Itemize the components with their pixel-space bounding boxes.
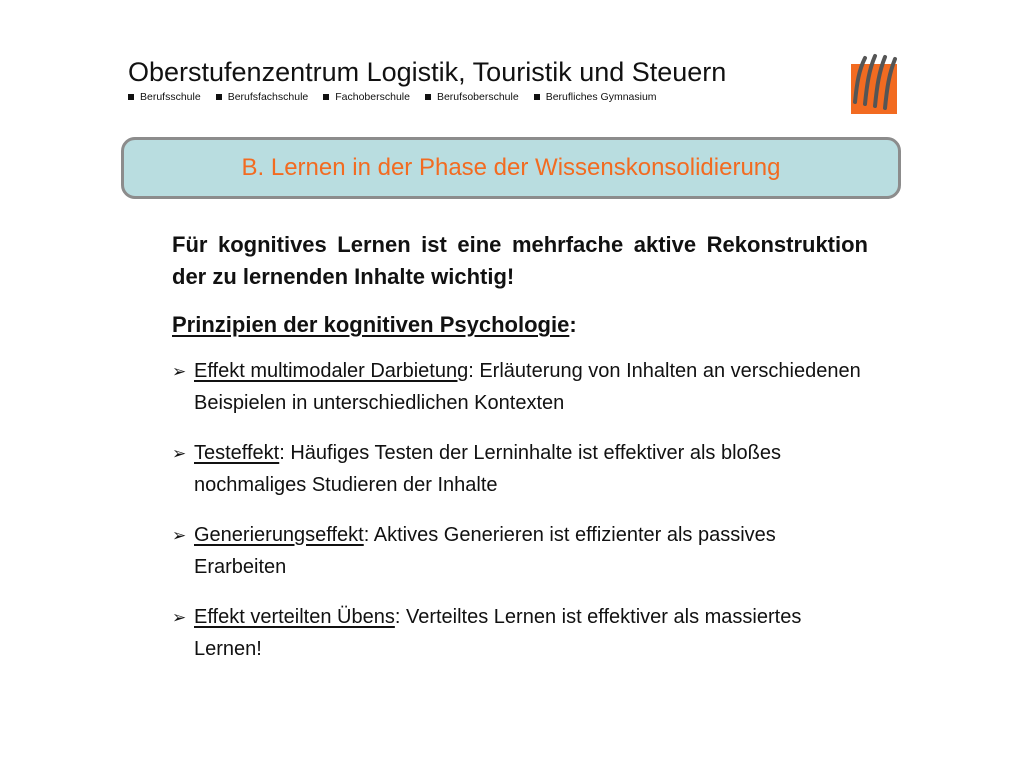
square-bullet-icon — [128, 94, 134, 100]
square-bullet-icon — [534, 94, 540, 100]
school-type-item: Berufsfachschule — [216, 91, 309, 103]
list-item — [172, 601, 868, 665]
slide-content — [172, 229, 868, 683]
principles-list — [172, 355, 868, 665]
list-item — [172, 437, 868, 501]
intro-statement: Für kognitives Lernen ist eine mehrfache aktive Rekonstruktion der zu lernenden Inhalte wichtig! — [172, 232, 868, 289]
school-types-list — [128, 91, 828, 103]
arrow-bullet-icon: ➢ — [172, 608, 187, 627]
bullet-term: Effekt multimodaler Darbietung — [194, 360, 469, 382]
square-bullet-icon — [323, 94, 329, 100]
school-name: Oberstufenzentrum Logistik, Touristik und Steuern — [128, 57, 727, 87]
slide-title: B. Lernen in der Phase der Wissenskonsolidierung — [241, 154, 781, 181]
school-type-item: Berufsschule — [128, 91, 201, 103]
school-type-item: Fachoberschule — [323, 91, 410, 103]
header — [128, 56, 828, 103]
principles-heading: Prinzipien der kognitiven Psychologie: — [172, 312, 577, 337]
bullet-description: : Aktives Generieren ist effizienter als passives Erarbeiten — [194, 524, 776, 578]
bullet-description: : Erläuterung von Inhalten an verschiedenen Beispielen in unterschiedlichen Kontexten — [194, 360, 861, 414]
bullet-description: : Verteiltes Lernen ist effektiver als massiertes Lernen! — [194, 606, 802, 660]
school-logo-icon — [845, 52, 899, 116]
list-item — [172, 355, 868, 419]
arrow-bullet-icon: ➢ — [172, 362, 187, 381]
school-type-item: Berufliches Gymnasium — [534, 91, 657, 103]
slide-title-box — [121, 137, 901, 199]
bullet-term: Testeffekt — [194, 442, 280, 464]
bullet-description: : Häufiges Testen der Lerninhalte ist effektiver als bloßes nochmaliges Studieren der Inhalte — [194, 442, 781, 496]
arrow-bullet-icon: ➢ — [172, 526, 187, 545]
bullet-term: Effekt verteilten Übens — [194, 606, 395, 628]
square-bullet-icon — [425, 94, 431, 100]
arrow-bullet-icon: ➢ — [172, 444, 187, 463]
square-bullet-icon — [216, 94, 222, 100]
bullet-term: Generierungseffekt — [194, 524, 364, 546]
list-item — [172, 519, 868, 583]
school-type-item: Berufsoberschule — [425, 91, 519, 103]
